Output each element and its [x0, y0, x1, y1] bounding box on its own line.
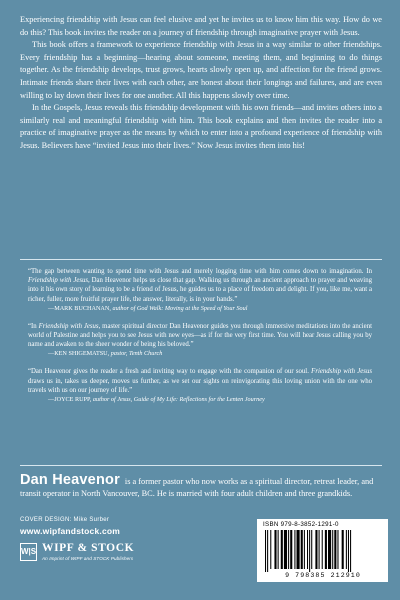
barcode-bar	[304, 530, 305, 569]
barcode-bar	[301, 530, 303, 569]
barcode-bar	[290, 530, 292, 569]
barcode-bar	[315, 530, 317, 569]
barcode-bar	[307, 530, 308, 569]
endorsement-attribution-1: —MARK BUCHANAN, author of God Walk: Moving at the Speed of Your Soul	[48, 304, 248, 312]
blurb-paragraph-2: This book offers a framework to experience friendship with Jesus in a way similar to other friendships. Every friendship has a beginning—hearing about someone, meeting them, and beginning to do things together. As the friendship develops, trust grows, hearts slowly open up, and affection for the friend grows. Intimate friends share their lives with each other, are honest about their longings and failures, and are even willing to lay down their lives for one another. All this happens slowly over time.	[20, 40, 382, 100]
barcode-bar	[325, 530, 327, 569]
barcode-bar	[281, 530, 283, 569]
barcode-bar	[265, 530, 266, 572]
endorsement-quote-1: “The gap between wanting to spend time with Jesus and merely logging time with him comes down to imagination. In Friendship with Jesus, Dan Heavenor helps us close that gap. Walking us through an ancient approach to prayer and weaving into it his own story of learning to be a friend of Jesus, he guides us to a place of freedom and delight. If you, like me, want a richer, fuller, more fruitful prayer life, the answer, literally, is in your hands.”	[28, 268, 372, 303]
barcode-bar	[342, 530, 344, 569]
endorsement-attribution-3: —JOYCE RUPP, author of Jesus, Guide of My Life: Reflections for the Lenten Journey	[48, 396, 265, 404]
isbn-label: ISBN 979-8-3852-1291-0	[263, 521, 339, 528]
barcode-bar	[328, 530, 331, 569]
endorsement-attribution-2: —KEN SHIGEMATSU, pastor, Tenth Church	[48, 350, 163, 358]
barcode-bar	[332, 530, 333, 569]
barcode-bar	[294, 530, 295, 569]
blurb-paragraph-3: In the Gospels, Jesus reveals this friendship development with his own friends—and invites others into a similarly real and meaningful friendship with him. This book explains and then invites the reader into a practice of imaginative prayer as the means by which to enter into a profound experience of friendship with Jesus. Believers have “invited Jesus into their lives.” Now Jesus invites them into his!	[20, 103, 382, 150]
barcode-bar	[270, 530, 271, 569]
endorsement-quote-2: “In Friendship with Jesus, master spiritual director Dan Heavenor guides you through immersive meditations into the ancient world of Palestine and helps you to see Jesus with new eyes—as if for the very first time. You will hear Jesus calling you by name and awaken to the sheer wonder of being his beloved.”	[28, 322, 372, 349]
author-name: Dan Heavenor	[20, 472, 120, 488]
barcode-bar	[350, 530, 351, 572]
back-cover-blurb	[20, 14, 382, 153]
publisher-name: WIPF & STOCK	[42, 542, 135, 554]
barcode-bar	[334, 530, 336, 569]
cover-design-credit: COVER DESIGN: Mike Surber	[20, 517, 110, 523]
publisher-logo-icon: W|S	[20, 543, 37, 561]
barcode-bar	[322, 530, 323, 569]
author-bio	[20, 474, 386, 500]
endorsements	[28, 267, 372, 413]
barcode-panel	[257, 519, 388, 582]
publisher-website: www.wipfandstock.com	[20, 526, 121, 536]
author-bio-text: is a former pastor who now works as a spiritual director, retreat leader, and transit operator in North Vancouver, BC. He is married with four adult children and three grandkids.	[20, 477, 374, 498]
barcode-bar	[297, 530, 300, 569]
barcode-bar	[274, 530, 276, 569]
barcode-bar	[348, 530, 349, 572]
barcode-bar	[267, 530, 268, 572]
barcode-bar	[288, 530, 289, 569]
blurb-paragraph-1: Experiencing friendship with Jesus can feel elusive and yet he invites us to know him this way. How do we do this? This book invites the reader on a journey of friendship through imaginative prayer with Jesus.	[20, 15, 382, 37]
barcode-bar	[319, 530, 320, 569]
barcode-bar	[284, 530, 287, 569]
barcode-bar	[311, 530, 312, 569]
barcode-bar	[278, 530, 279, 569]
barcode-bar	[309, 530, 310, 572]
divider-top	[20, 259, 382, 260]
endorsement-quote-3: “Dan Heavenor gives the reader a fresh and inviting way to engage with the companion of our soul. Friendship with Jesus draws us in, takes us deeper, moves us further, as we set our sights on reinvigorating this loving union with the one who travels with us on our journey of life.”	[28, 368, 372, 394]
barcode-bar	[337, 530, 338, 569]
barcode-icon	[263, 530, 383, 572]
barcode-bar	[346, 530, 347, 569]
publisher-imprint: An Imprint of WIPF and STOCK Publishers	[42, 556, 134, 561]
barcode-number: 9 798385 212910	[285, 572, 361, 579]
divider-bottom	[20, 465, 382, 466]
